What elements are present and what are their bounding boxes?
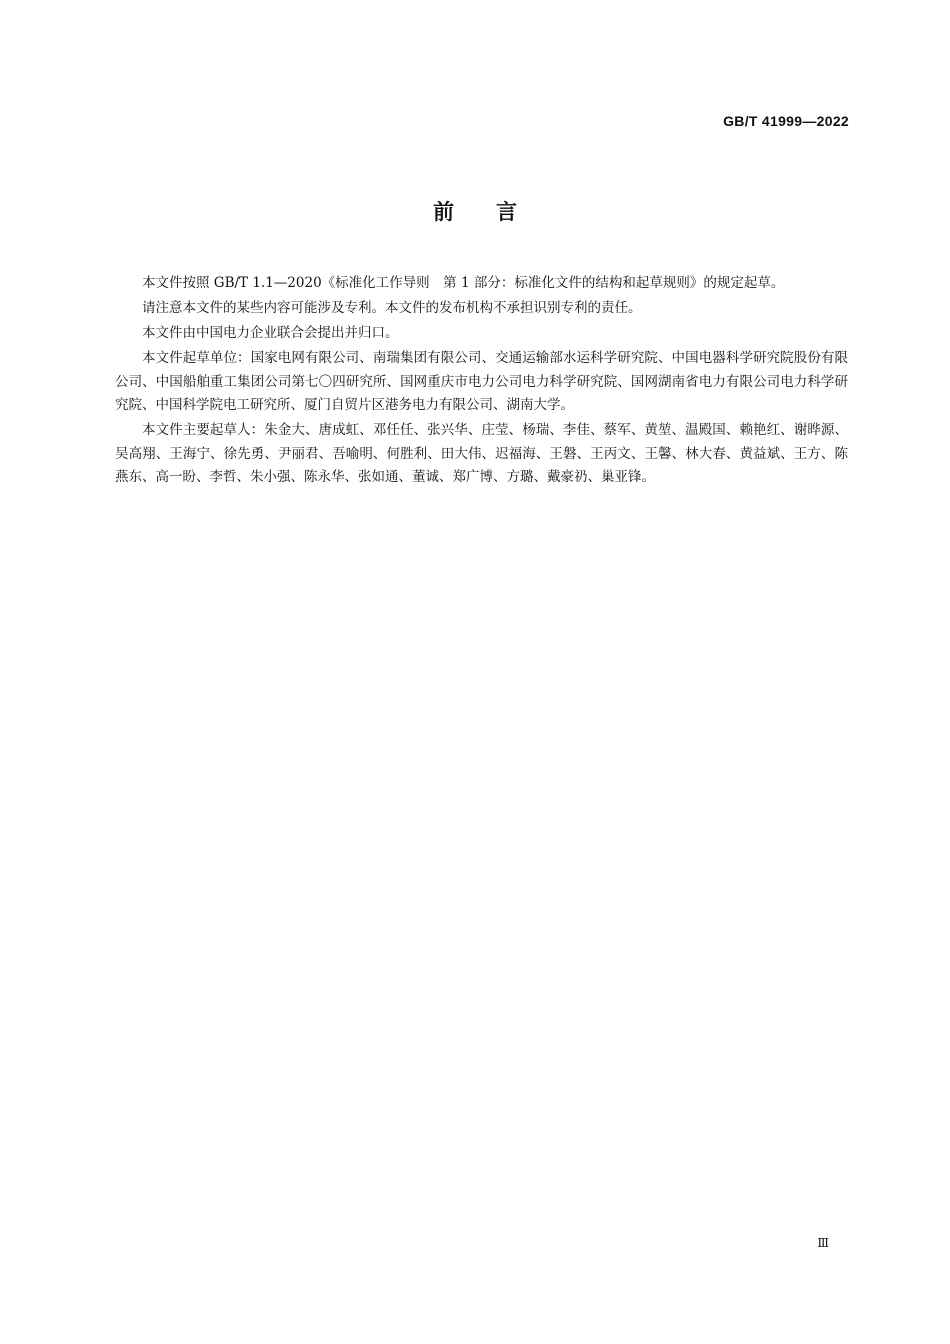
paragraph-drafting-rules: 本文件按照 GB/T 1.1—2020《标准化工作导则 第 1 部分：标准化文件的结构和起草规则》的规定起草。 (142, 275, 785, 291)
paragraph-drafting-units: 本文件起草单位：国家电网有限公司、南瑞集团有限公司、交通运输部水运科学研究院、中国电器科学研究院股份有限公司、中国船舶重工集团公司第七〇四研究所、国网重庆市电力公司电力科学研究院、国网湖南省电力有限公司电力科学研究院、中国科学院电工研究所、厦门自贸片区港务电力有限公司、湖南大学。 (115, 350, 848, 413)
page-title: 前 言 (433, 200, 517, 224)
paragraph-drafters: 本文件主要起草人：朱金大、唐成虹、邓任任、张兴华、庄莹、杨瑞、李佳、蔡军、黄堃、温殿国、赖艳红、谢晔源、吴高翔、王海宁、徐先勇、尹丽君、吾喻明、何胜利、田大伟、迟福海、王磐、王丙文、王馨、林大春、黄益斌、王方、陈燕东、高一盼、李哲、朱小强、陈永华、张如通、董诚、郑广博、方璐、戴豪礽、巢亚锋。 (115, 422, 848, 485)
foreword-body (115, 272, 848, 491)
page-number: Ⅲ (817, 1236, 829, 1250)
standard-number: GB/T 41999—2022 (723, 113, 849, 129)
paragraph-patent-notice: 请注意本文件的某些内容可能涉及专利。本文件的发布机构不承担识别专利的责任。 (142, 300, 642, 316)
paragraph-proposer: 本文件由中国电力企业联合会提出并归口。 (142, 325, 399, 341)
